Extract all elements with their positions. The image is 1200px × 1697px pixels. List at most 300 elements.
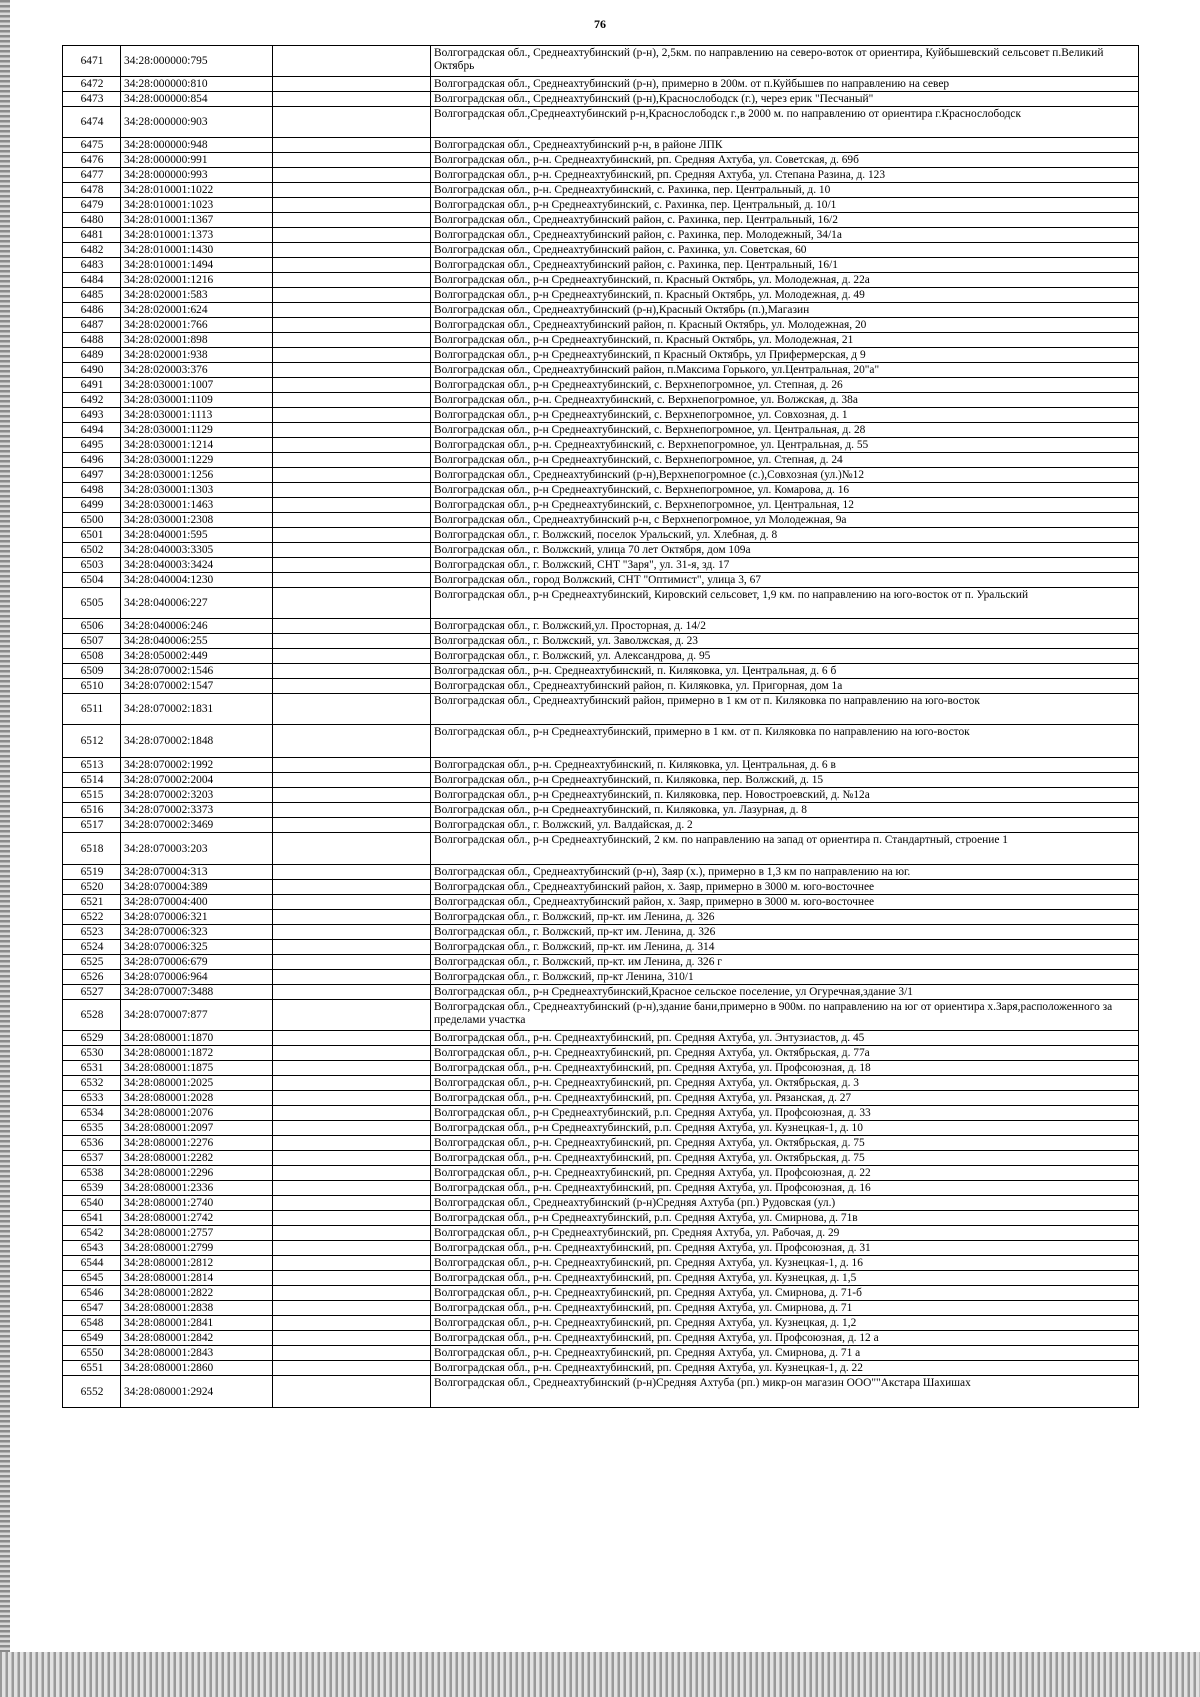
cadastral-number: 34:28:080001:2841 — [121, 1316, 273, 1331]
empty-cell — [273, 694, 431, 725]
cadastral-number: 34:28:020001:1216 — [121, 273, 273, 288]
table-row — [63, 46, 1139, 77]
table-row — [63, 679, 1139, 694]
address: Волгоградская обл., Среднеахтубинский район, п.Максима Горького, ул.Центральная, 20"а" — [431, 363, 1139, 378]
table-row — [63, 803, 1139, 818]
empty-cell — [273, 1376, 431, 1408]
table-row — [63, 1076, 1139, 1091]
row-number: 6477 — [63, 168, 121, 183]
empty-cell — [273, 92, 431, 107]
address: Волгоградская обл., Среднеахтубинский район, с. Рахинка, пер. Центральный, 16/2 — [431, 213, 1139, 228]
empty-cell — [273, 910, 431, 925]
empty-cell — [273, 107, 431, 138]
address: Волгоградская обл., р-н. Среднеахтубинский, рп. Средняя Ахтуба, ул. Профсоюзная, д. 31 — [431, 1241, 1139, 1256]
table-row — [63, 378, 1139, 393]
address: Волгоградская обл., р-н. Среднеахтубинский, рп. Средняя Ахтуба, ул. Кузнецкая, д. 1,5 — [431, 1271, 1139, 1286]
empty-cell — [273, 803, 431, 818]
cadastral-number: 34:28:040006:227 — [121, 588, 273, 619]
address: Волгоградская обл., р-н Среднеахтубинский, 2 км. по направлению на запад от ориентира п. Стандартный, строение 1 — [431, 833, 1139, 865]
row-number: 6510 — [63, 679, 121, 694]
row-number: 6488 — [63, 333, 121, 348]
cadastral-number: 34:28:070006:321 — [121, 910, 273, 925]
table-row — [63, 573, 1139, 588]
cadastral-number: 34:28:030001:1113 — [121, 408, 273, 423]
cadastral-number: 34:28:000000:854 — [121, 92, 273, 107]
table-row — [63, 1151, 1139, 1166]
row-number: 6547 — [63, 1301, 121, 1316]
row-number: 6503 — [63, 558, 121, 573]
empty-cell — [273, 1256, 431, 1271]
cadastral-number: 34:28:030001:1214 — [121, 438, 273, 453]
row-number: 6519 — [63, 865, 121, 880]
row-number: 6544 — [63, 1256, 121, 1271]
address: Волгоградская обл., город Волжский, СНТ "Оптимист", улица 3, 67 — [431, 573, 1139, 588]
empty-cell — [273, 1046, 431, 1061]
table-row — [63, 1106, 1139, 1121]
table-row — [63, 1286, 1139, 1301]
row-number: 6541 — [63, 1211, 121, 1226]
row-number: 6517 — [63, 818, 121, 833]
table-row — [63, 833, 1139, 865]
table-row — [63, 333, 1139, 348]
cadastral-number: 34:28:070004:400 — [121, 895, 273, 910]
row-number: 6513 — [63, 758, 121, 773]
empty-cell — [273, 543, 431, 558]
table-row — [63, 213, 1139, 228]
cadastral-number: 34:28:080001:2296 — [121, 1166, 273, 1181]
empty-cell — [273, 423, 431, 438]
table-row — [63, 303, 1139, 318]
cadastral-number: 34:28:070002:1848 — [121, 725, 273, 758]
row-number: 6495 — [63, 438, 121, 453]
row-number: 6497 — [63, 468, 121, 483]
table-row — [63, 468, 1139, 483]
cadastral-number: 34:28:000000:810 — [121, 77, 273, 92]
address: Волгоградская обл., Среднеахтубинский (р-н), Заяр (х.), примерно в 1,3 км по направлению на юг. — [431, 865, 1139, 880]
empty-cell — [273, 1241, 431, 1256]
row-number: 6509 — [63, 664, 121, 679]
row-number: 6514 — [63, 773, 121, 788]
empty-cell — [273, 228, 431, 243]
cadastral-number: 34:28:070002:3203 — [121, 788, 273, 803]
address: Волгоградская обл., Среднеахтубинский (р-н),Красный Октябрь (п.),Магазин — [431, 303, 1139, 318]
table-row — [63, 498, 1139, 513]
cadastral-number: 34:28:070002:1831 — [121, 694, 273, 725]
registry-table-body — [63, 46, 1139, 1408]
table-row — [63, 634, 1139, 649]
table-row — [63, 1000, 1139, 1031]
table-row — [63, 107, 1139, 138]
empty-cell — [273, 634, 431, 649]
row-number: 6506 — [63, 619, 121, 634]
cadastral-number: 34:28:070002:1547 — [121, 679, 273, 694]
table-row — [63, 483, 1139, 498]
empty-cell — [273, 970, 431, 985]
cadastral-number: 34:28:000000:948 — [121, 138, 273, 153]
empty-cell — [273, 1226, 431, 1241]
row-number: 6515 — [63, 788, 121, 803]
table-row — [63, 1226, 1139, 1241]
cadastral-number: 34:28:080001:2799 — [121, 1241, 273, 1256]
empty-cell — [273, 348, 431, 363]
address: Волгоградская обл., р-н Среднеахтубинский, п. Красный Октябрь, ул. Молодежная, д. 22а — [431, 273, 1139, 288]
cadastral-number: 34:28:040006:255 — [121, 634, 273, 649]
row-number: 6498 — [63, 483, 121, 498]
table-row — [63, 1361, 1139, 1376]
empty-cell — [273, 1091, 431, 1106]
row-number: 6529 — [63, 1031, 121, 1046]
table-row — [63, 970, 1139, 985]
empty-cell — [273, 1166, 431, 1181]
table-row — [63, 649, 1139, 664]
address: Волгоградская обл., р-н. Среднеахтубинский, рп. Средняя Ахтуба, ул. Смирнова, д. 71 — [431, 1301, 1139, 1316]
row-number: 6543 — [63, 1241, 121, 1256]
address: Волгоградская обл., р-н. Среднеахтубинский, рп. Средняя Ахтуба, ул. Степана Разина, д. 123 — [431, 168, 1139, 183]
address: Волгоградская обл., р-н. Среднеахтубинский, рп. Средняя Ахтуба, ул. Советская, д. 69б — [431, 153, 1139, 168]
empty-cell — [273, 513, 431, 528]
address: Волгоградская обл., Среднеахтубинский (р-н),Краснослободск (г.), через ерик "Песчаный" — [431, 92, 1139, 107]
empty-cell — [273, 1151, 431, 1166]
row-number: 6507 — [63, 634, 121, 649]
row-number: 6472 — [63, 77, 121, 92]
empty-cell — [273, 453, 431, 468]
table-row — [63, 288, 1139, 303]
table-row — [63, 348, 1139, 363]
cadastral-number: 34:28:000000:903 — [121, 107, 273, 138]
row-number: 6518 — [63, 833, 121, 865]
cadastral-number: 34:28:040006:246 — [121, 619, 273, 634]
empty-cell — [273, 1301, 431, 1316]
row-number: 6551 — [63, 1361, 121, 1376]
empty-cell — [273, 393, 431, 408]
address: Волгоградская обл., р-н Среднеахтубинский, с. Верхнепогромное, ул. Комарова, д. 16 — [431, 483, 1139, 498]
address: Волгоградская обл., Среднеахтубинский район, п. Киляковка, ул. Пригорная, дом 1а — [431, 679, 1139, 694]
table-row — [63, 1211, 1139, 1226]
empty-cell — [273, 1076, 431, 1091]
table-row — [63, 92, 1139, 107]
empty-cell — [273, 138, 431, 153]
cadastral-number: 34:28:020001:766 — [121, 318, 273, 333]
address: Волгоградская обл., р-н. Среднеахтубинский, с. Рахинка, пер. Центральный, д. 10 — [431, 183, 1139, 198]
address: Волгоградская обл., р-н. Среднеахтубинский, рп. Средняя Ахтуба, ул. Рязанская, д. 27 — [431, 1091, 1139, 1106]
cadastral-number: 34:28:020001:624 — [121, 303, 273, 318]
row-number: 6538 — [63, 1166, 121, 1181]
table-row — [63, 513, 1139, 528]
row-number: 6533 — [63, 1091, 121, 1106]
row-number: 6501 — [63, 528, 121, 543]
table-row — [63, 1376, 1139, 1408]
row-number: 6528 — [63, 1000, 121, 1031]
cadastral-number: 34:28:080001:2282 — [121, 1151, 273, 1166]
empty-cell — [273, 438, 431, 453]
cadastral-number: 34:28:050002:449 — [121, 649, 273, 664]
empty-cell — [273, 1316, 431, 1331]
address: Волгоградская обл., р-н. Среднеахтубинский, рп. Средняя Ахтуба, ул. Профсоюзная, д. 18 — [431, 1061, 1139, 1076]
cadastral-number: 34:28:080001:2740 — [121, 1196, 273, 1211]
empty-cell — [273, 1136, 431, 1151]
table-row — [63, 273, 1139, 288]
empty-cell — [273, 213, 431, 228]
empty-cell — [273, 198, 431, 213]
address: Волгоградская обл., г. Волжский, пр-кт. им Ленина, д. 314 — [431, 940, 1139, 955]
empty-cell — [273, 1121, 431, 1136]
row-number: 6531 — [63, 1061, 121, 1076]
table-row — [63, 153, 1139, 168]
address: Волгоградская обл., р-н Среднеахтубинский, п. Красный Октябрь, ул. Молодежная, д. 49 — [431, 288, 1139, 303]
cadastral-number: 34:28:010001:1023 — [121, 198, 273, 213]
row-number: 6508 — [63, 649, 121, 664]
empty-cell — [273, 498, 431, 513]
cadastral-number: 34:28:080001:2028 — [121, 1091, 273, 1106]
empty-cell — [273, 1031, 431, 1046]
row-number: 6499 — [63, 498, 121, 513]
row-number: 6494 — [63, 423, 121, 438]
table-row — [63, 619, 1139, 634]
table-row — [63, 198, 1139, 213]
empty-cell — [273, 333, 431, 348]
table-row — [63, 1031, 1139, 1046]
row-number: 6524 — [63, 940, 121, 955]
address: Волгоградская обл., Среднеахтубинский район, с. Рахинка, ул. Советская, 60 — [431, 243, 1139, 258]
row-number: 6535 — [63, 1121, 121, 1136]
address: Волгоградская обл., Среднеахтубинский (р-н),здание бани,примерно в 900м. по направлению на юг от ориентира х.Заря,расположенного за пределами участка — [431, 1000, 1139, 1031]
cadastral-number: 34:28:080001:2276 — [121, 1136, 273, 1151]
cadastral-number: 34:28:080001:2814 — [121, 1271, 273, 1286]
cadastral-number: 34:28:010001:1494 — [121, 258, 273, 273]
table-row — [63, 1196, 1139, 1211]
address: Волгоградская обл., р-н Среднеахтубинский, Кировский сельсовет, 1,9 км. по направлению на юго-восток от п. Уральский — [431, 588, 1139, 619]
empty-cell — [273, 243, 431, 258]
empty-cell — [273, 940, 431, 955]
empty-cell — [273, 758, 431, 773]
table-row — [63, 694, 1139, 725]
row-number: 6532 — [63, 1076, 121, 1091]
table-row — [63, 228, 1139, 243]
cadastral-number: 34:28:070006:323 — [121, 925, 273, 940]
address: Волгоградская обл., р-н. Среднеахтубинский, с. Верхнепогромное, ул. Волжская, д. 38а — [431, 393, 1139, 408]
empty-cell — [273, 1331, 431, 1346]
empty-cell — [273, 1000, 431, 1031]
empty-cell — [273, 1346, 431, 1361]
address: Волгоградская обл., р-н. Среднеахтубинский, рп. Средняя Ахтуба, ул. Кузнецкая-1, д. 22 — [431, 1361, 1139, 1376]
table-row — [63, 258, 1139, 273]
table-row — [63, 895, 1139, 910]
address: Волгоградская обл., р-н. Среднеахтубинский, п. Киляковка, ул. Центральная, д. 6 б — [431, 664, 1139, 679]
empty-cell — [273, 1196, 431, 1211]
scan-edge-left — [0, 0, 10, 1697]
cadastral-number: 34:28:030001:1129 — [121, 423, 273, 438]
empty-cell — [273, 1061, 431, 1076]
cadastral-number: 34:28:070002:2004 — [121, 773, 273, 788]
cadastral-number: 34:28:080001:2924 — [121, 1376, 273, 1408]
empty-cell — [273, 619, 431, 634]
cadastral-number: 34:28:040003:3424 — [121, 558, 273, 573]
cadastral-number: 34:28:080001:2812 — [121, 1256, 273, 1271]
address: Волгоградская обл., р-н Среднеахтубинский, п Красный Октябрь, ул Прифермерская, д 9 — [431, 348, 1139, 363]
cadastral-number: 34:28:080001:2025 — [121, 1076, 273, 1091]
empty-cell — [273, 363, 431, 378]
table-row — [63, 985, 1139, 1000]
table-row — [63, 318, 1139, 333]
table-row — [63, 393, 1139, 408]
empty-cell — [273, 1286, 431, 1301]
table-row — [63, 1061, 1139, 1076]
address: Волгоградская обл., Среднеахтубинский район, х. Заяр, примерно в 3000 м. юго-восточнее — [431, 880, 1139, 895]
row-number: 6539 — [63, 1181, 121, 1196]
empty-cell — [273, 818, 431, 833]
address: Волгоградская обл., р-н Среднеахтубинский, р.п. Средняя Ахтуба, ул. Смирнова, д. 71в — [431, 1211, 1139, 1226]
cadastral-number: 34:28:020001:898 — [121, 333, 273, 348]
empty-cell — [273, 258, 431, 273]
row-number: 6480 — [63, 213, 121, 228]
address: Волгоградская обл., Среднеахтубинский (р-н), 2,5км. по направлению на северо-воток от ориентира, Куйбышевский сельсовет п.Великий Октябрь — [431, 46, 1139, 77]
row-number: 6540 — [63, 1196, 121, 1211]
table-row — [63, 1331, 1139, 1346]
address: Волгоградская обл., р-н Среднеахтубинский, р.п. Средняя Ахтуба, ул. Кузнецкая-1, д. 10 — [431, 1121, 1139, 1136]
cadastral-number: 34:28:020001:938 — [121, 348, 273, 363]
row-number: 6502 — [63, 543, 121, 558]
address: Волгоградская обл., р-н Среднеахтубинский,Красное сельское поселение, ул Огуречная,здание 3/1 — [431, 985, 1139, 1000]
empty-cell — [273, 318, 431, 333]
cadastral-number: 34:28:040004:1230 — [121, 573, 273, 588]
address: Волгоградская обл., р-н Среднеахтубинский, с. Верхнепогромное, ул. Совхозная, д. 1 — [431, 408, 1139, 423]
address: Волгоградская обл., р-н Среднеахтубинский, с. Рахинка, пер. Центральный, д. 10/1 — [431, 198, 1139, 213]
table-row — [63, 955, 1139, 970]
cadastral-number: 34:28:080001:2860 — [121, 1361, 273, 1376]
empty-cell — [273, 528, 431, 543]
row-number: 6485 — [63, 288, 121, 303]
table-row — [63, 788, 1139, 803]
row-number: 6521 — [63, 895, 121, 910]
row-number: 6536 — [63, 1136, 121, 1151]
address: Волгоградская обл., р-н. Среднеахтубинский, рп. Средняя Ахтуба, ул. Профсоюзная, д. 16 — [431, 1181, 1139, 1196]
row-number: 6482 — [63, 243, 121, 258]
row-number: 6542 — [63, 1226, 121, 1241]
empty-cell — [273, 408, 431, 423]
table-row — [63, 773, 1139, 788]
empty-cell — [273, 880, 431, 895]
address: Волгоградская обл., р-н. Среднеахтубинский, рп. Средняя Ахтуба, ул. Кузнецкая-1, д. 16 — [431, 1256, 1139, 1271]
address: Волгоградская обл., р-н Среднеахтубинский, п. Киляковка, ул. Лазурная, д. 8 — [431, 803, 1139, 818]
cadastral-number: 34:28:010001:1373 — [121, 228, 273, 243]
empty-cell — [273, 865, 431, 880]
empty-cell — [273, 649, 431, 664]
table-row — [63, 1136, 1139, 1151]
address: Волгоградская обл., р-н Среднеахтубинский, п. Киляковка, пер. Новостроевский, д. №12а — [431, 788, 1139, 803]
cadastral-number: 34:28:020001:583 — [121, 288, 273, 303]
address: Волгоградская обл., р-н. Среднеахтубинский, рп. Средняя Ахтуба, ул. Октябрьская, д. 3 — [431, 1076, 1139, 1091]
empty-cell — [273, 483, 431, 498]
table-row — [63, 1166, 1139, 1181]
row-number: 6483 — [63, 258, 121, 273]
address: Волгоградская обл., г. Волжский, пр-кт. им Ленина, д. 326 г — [431, 955, 1139, 970]
row-number: 6476 — [63, 153, 121, 168]
empty-cell — [273, 925, 431, 940]
cadastral-number: 34:28:010001:1367 — [121, 213, 273, 228]
cadastral-number: 34:28:000000:993 — [121, 168, 273, 183]
empty-cell — [273, 1361, 431, 1376]
cadastral-number: 34:28:070007:877 — [121, 1000, 273, 1031]
cadastral-number: 34:28:080001:2757 — [121, 1226, 273, 1241]
cadastral-number: 34:28:070002:1546 — [121, 664, 273, 679]
address: Волгоградская обл., р-н Среднеахтубинский, р.п. Средняя Ахтуба, ул. Профсоюзная, д. 33 — [431, 1106, 1139, 1121]
table-row — [63, 1256, 1139, 1271]
empty-cell — [273, 378, 431, 393]
cadastral-number: 34:28:070002:3469 — [121, 818, 273, 833]
row-number: 6522 — [63, 910, 121, 925]
cadastral-number: 34:28:080001:2843 — [121, 1346, 273, 1361]
empty-cell — [273, 573, 431, 588]
address: Волгоградская обл., р-н. Среднеахтубинский, рп. Средняя Ахтуба, ул. Профсоюзная, д. 22 — [431, 1166, 1139, 1181]
empty-cell — [273, 303, 431, 318]
cadastral-number: 34:28:080001:2838 — [121, 1301, 273, 1316]
table-row — [63, 865, 1139, 880]
empty-cell — [273, 273, 431, 288]
empty-cell — [273, 46, 431, 77]
empty-cell — [273, 895, 431, 910]
empty-cell — [273, 833, 431, 865]
address: Волгоградская обл., Среднеахтубинский (р-н),Верхнепогромное (с.),Совхозная (ул.)№12 — [431, 468, 1139, 483]
row-number: 6537 — [63, 1151, 121, 1166]
address: Волгоградская обл., г. Волжский, пр-кт Ленина, 310/1 — [431, 970, 1139, 985]
row-number: 6500 — [63, 513, 121, 528]
table-row — [63, 1271, 1139, 1286]
table-row — [63, 543, 1139, 558]
cadastral-number: 34:28:070002:1992 — [121, 758, 273, 773]
cadastral-number: 34:28:020003:376 — [121, 363, 273, 378]
empty-cell — [273, 664, 431, 679]
row-number: 6489 — [63, 348, 121, 363]
cadastral-number: 34:28:070006:679 — [121, 955, 273, 970]
empty-cell — [273, 773, 431, 788]
cadastral-number: 34:28:080001:2097 — [121, 1121, 273, 1136]
empty-cell — [273, 468, 431, 483]
table-row — [63, 880, 1139, 895]
address: Волгоградская обл., г. Волжский, поселок Уральский, ул. Хлебная, д. 8 — [431, 528, 1139, 543]
address: Волгоградская обл., Среднеахтубинский р-н, в районе ЛПК — [431, 138, 1139, 153]
table-row — [63, 77, 1139, 92]
row-number: 6474 — [63, 107, 121, 138]
row-number: 6504 — [63, 573, 121, 588]
row-number: 6525 — [63, 955, 121, 970]
page-number: 76 — [594, 17, 606, 31]
address: Волгоградская обл., р-н. Среднеахтубинский, рп. Средняя Ахтуба, ул. Кузнецкая, д. 1,2 — [431, 1316, 1139, 1331]
table-row — [63, 1091, 1139, 1106]
cadastral-number: 34:28:070006:325 — [121, 940, 273, 955]
address: Волгоградская обл., Среднеахтубинский район, с. Рахинка, пер. Центральный, 16/1 — [431, 258, 1139, 273]
table-row — [63, 940, 1139, 955]
table-row — [63, 168, 1139, 183]
address: Волгоградская обл., р-н Среднеахтубинский, п. Красный Октябрь, ул. Молодежная, 21 — [431, 333, 1139, 348]
row-number: 6479 — [63, 198, 121, 213]
cadastral-number: 34:28:080001:2336 — [121, 1181, 273, 1196]
address: Волгоградская обл., Среднеахтубинский район, х. Заяр, примерно в 3000 м. юго-восточнее — [431, 895, 1139, 910]
empty-cell — [273, 183, 431, 198]
scan-edge-bottom — [0, 1652, 1200, 1697]
address: Волгоградская обл., г. Волжский, пр-кт. им Ленина, д. 326 — [431, 910, 1139, 925]
cadastral-number: 34:28:070006:964 — [121, 970, 273, 985]
table-row — [63, 453, 1139, 468]
empty-cell — [273, 153, 431, 168]
cadastral-number: 34:28:010001:1430 — [121, 243, 273, 258]
row-number: 6487 — [63, 318, 121, 333]
row-number: 6523 — [63, 925, 121, 940]
table-row — [63, 408, 1139, 423]
cadastral-number: 34:28:070004:313 — [121, 865, 273, 880]
cadastral-number: 34:28:080001:2842 — [121, 1331, 273, 1346]
table-row — [63, 558, 1139, 573]
empty-cell — [273, 1271, 431, 1286]
